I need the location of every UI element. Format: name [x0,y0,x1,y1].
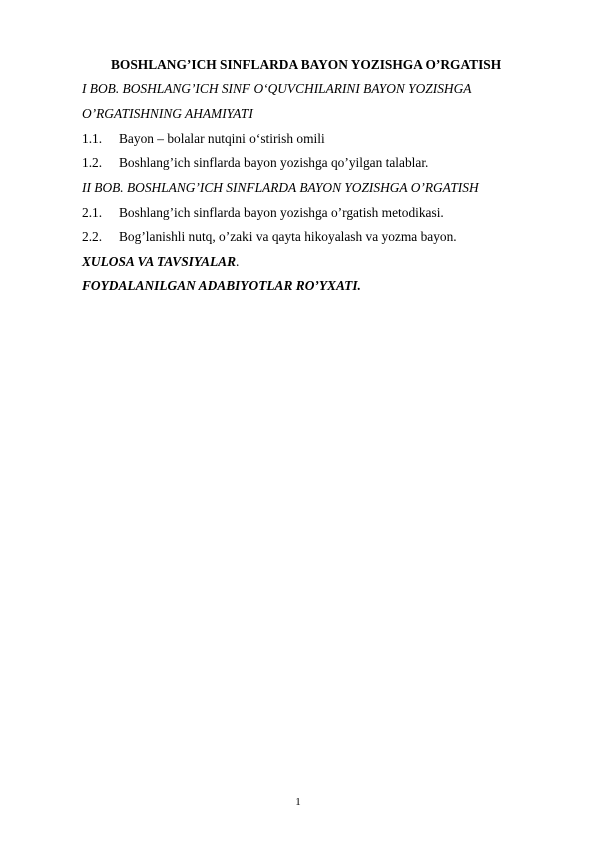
toc-item-text: Boshlang’ich sinflarda bayon yozishga qo’yilgan talablar. [119,155,429,170]
document-title: BOSHLANG’ICH SINFLARDA BAYON YOZISHGA O’RGATISH [111,57,502,72]
conclusion-heading [82,254,239,270]
toc-item-text: Boshlang’ich sinflarda bayon yozishga o’rgatish metodikasi. [119,205,444,220]
toc-item-number: 2.1. [82,205,103,220]
toc-item-number: 1.1. [82,131,103,146]
conclusion-period: . [236,254,240,269]
toc-item-1-2 [82,155,428,171]
chapter2-heading: II BOB. BOSHLANG’ICH SINFLARDA BAYON YOZISHGA O’RGATISH [82,180,479,195]
toc-item-2-1 [82,205,444,221]
page-number: 1 [295,796,301,808]
toc-item-1-1 [82,131,325,147]
chapter1-heading-line2: O’RGATISHNING AHAMIYATI [82,106,253,121]
toc-item-text: Bog’lanishli nutq, o’zaki va qayta hikoyalash va yozma bayon. [119,229,457,244]
chapter1-heading-line1: I BOB. BOSHLANG’ICH SINF O‘QUVCHILARINI BAYON YOZISHGA [82,81,472,96]
conclusion-text: XULOSA VA TAVSIYALAR [82,254,237,269]
toc-item-text: Bayon – bolalar nutqini o‘stirish omili [119,131,325,146]
toc-item-number: 2.2. [82,229,103,244]
toc-item-number: 1.2. [82,155,103,170]
references-heading: FOYDALANILGAN ADABIYOTLAR RO’YXATI. [82,278,361,293]
toc-item-2-2 [82,229,457,245]
